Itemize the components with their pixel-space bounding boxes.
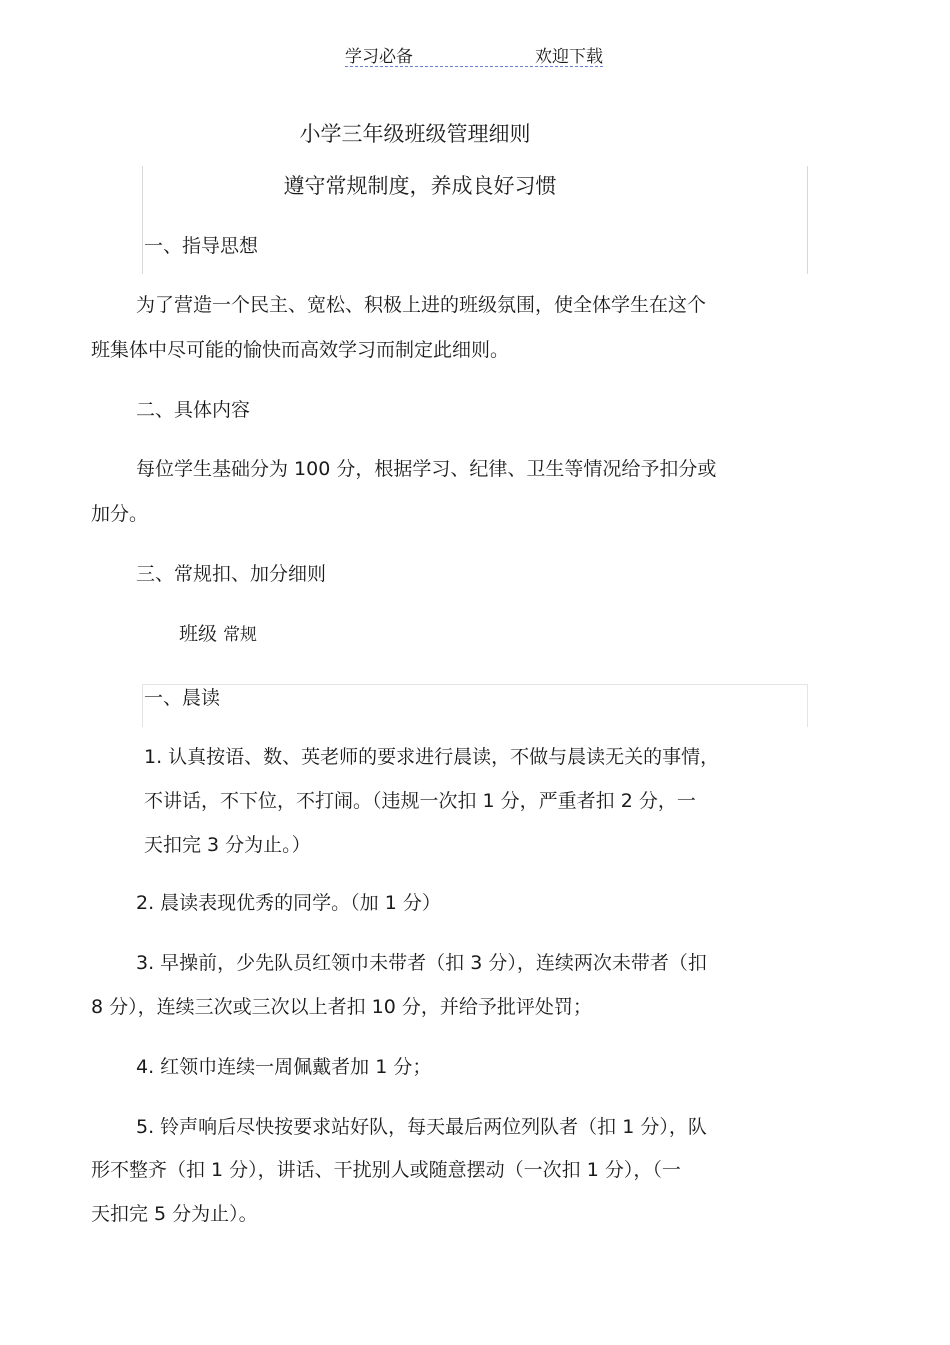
rule-item-line: 8 分），连续三次或三次以上者扣 10 分，并给予批评处罚；: [91, 996, 592, 1018]
rule-item-line: 3. 早操前，少先队员红领巾未带者（扣 3 分），连续两次未带者（扣: [136, 952, 707, 974]
paragraph-line: 加分。: [91, 503, 149, 525]
subheading-part: 常规: [223, 625, 258, 645]
rule-item-line: 天扣完 3 分为止。）: [144, 834, 311, 856]
rule-item-line: 天扣完 5 分为止）。: [91, 1203, 258, 1225]
header-left-text: 学习必备: [345, 47, 413, 67]
rule-item-line: 4. 红领巾连续一周佩戴者加 1 分；: [136, 1056, 432, 1078]
paragraph-line: 每位学生基础分为 100 分，根据学习、纪律、卫生等情况给予扣分或: [136, 458, 717, 480]
rule-item-line: 5. 铃声响后尽快按要求站好队，每天最后两位列队者（扣 1 分），队: [136, 1116, 707, 1138]
header-right-text: 欢迎下载: [535, 47, 603, 67]
table-frame-morning: [142, 684, 808, 727]
section-heading-content: 二、具体内容: [136, 399, 251, 421]
subheading-class-routine: [179, 623, 257, 646]
rule-item-line: 形不整齐（扣 1 分），讲话、干扰别人或随意摆动（一次扣 1 分），（一: [91, 1159, 681, 1181]
page-header: [345, 42, 603, 67]
section-heading-guidance: 一、指导思想: [144, 235, 259, 257]
rule-item-line: 不讲话，不下位，不打闹。（违规一次扣 1 分，严重者扣 2 分，一: [144, 790, 696, 812]
document-title: 小学三年级班级管理细则: [299, 122, 531, 146]
paragraph-line: 为了营造一个民主、宽松、积极上进的班级氛围，使全体学生在这个: [136, 294, 707, 316]
section-heading-rules: 三、常规扣、加分细则: [136, 563, 327, 585]
subheading-part: 班级: [179, 623, 218, 645]
rule-item-line: 2. 晨读表现优秀的同学。（加 1 分）: [136, 892, 441, 914]
rule-item-line: 1. 认真按语、数、英老师的要求进行晨读，不做与晨读无关的事情，: [144, 746, 720, 768]
document-subtitle: 遵守常规制度，养成良好习惯: [283, 174, 557, 198]
paragraph-line: 班集体中尽可能的愉快而高效学习而制定此细则。: [91, 339, 510, 361]
section-heading-morning-reading: 一、晨读: [144, 687, 221, 709]
